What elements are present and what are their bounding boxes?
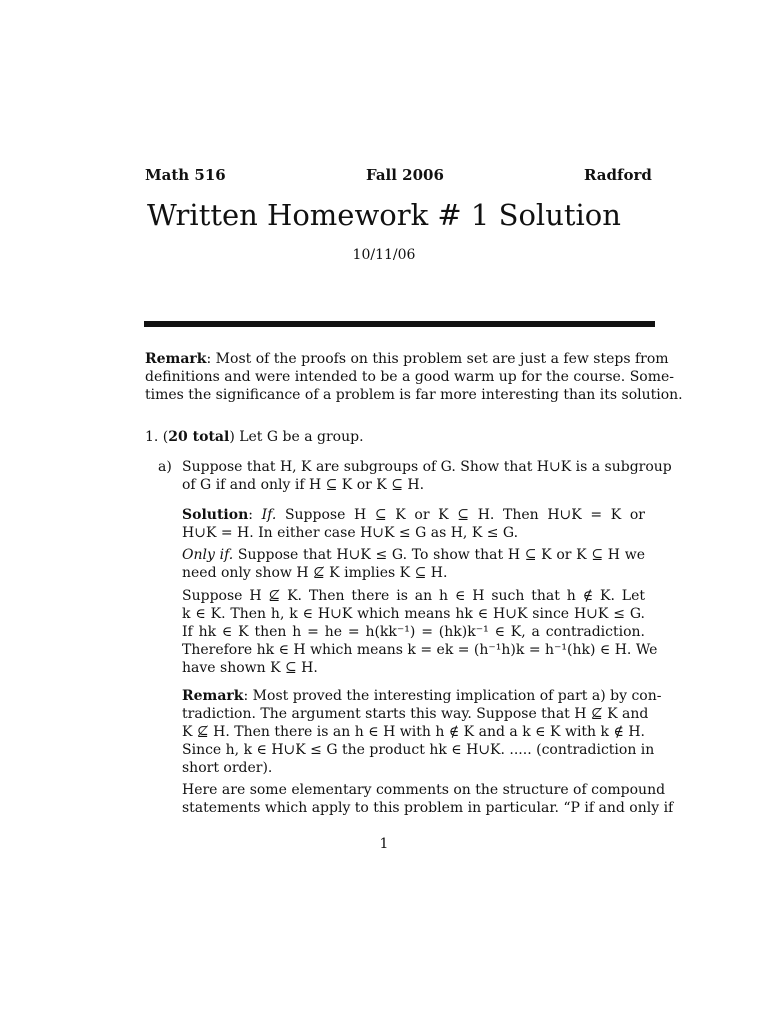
remark-line: times the significance of a problem is far more interesting than its solution. <box>145 387 683 403</box>
document-date: 10/11/06 <box>352 247 416 263</box>
remark-line: definitions and were intended to be a good warm up for the course. Some- <box>145 369 675 385</box>
solution-paragraph: Solution: If. Suppose H ⊆ K or K ⊆ H. Then H∪K = K or H∪K = H. In either case H∪K ≤ G as H, K ≤ G. <box>182 507 645 541</box>
remark-label: Remark <box>145 351 207 367</box>
remark-line: Remark: Most of the proofs on this problem set are just a few steps from <box>145 351 669 367</box>
comments-paragraph: Here are some elementary comments on the structure of compound statements which apply to this problem in particular. “P if and only if <box>182 782 674 816</box>
remark-2-paragraph: Remark: Most proved the interesting implication of part a) by con- tradiction. The argument starts this way. Suppose that H ⊈ K and K ⊈ H. Then there is an h ∈ H with h ∉ K and a k ∈ K with k ∉ H. Since h, k ∈ H∪K ≤ G the product hk ∈ H∪K. ..... (contradiction in short order). <box>182 688 662 776</box>
course-label: Math 516 <box>145 166 226 184</box>
proof-paragraph: Suppose H ⊈ K. Then there is an h ∈ H such that h ∉ K. Let k ∈ K. Then h, k ∈ H∪K which means hk ∈ H∪K since H∪K ≤ G. If hk ∈ K then h = he = h(kk⁻¹) = (hk)k⁻¹ ∈ K, a contradiction. Therefore hk ∈ H which means k = ek = (h⁻¹h)k = h⁻¹(hk) ∈ H. We have shown K ⊆ H. <box>182 588 658 676</box>
remark-paragraph <box>145 350 683 404</box>
document-title: Written Homework # 1 Solution <box>147 198 621 232</box>
remark-2-label: Remark <box>182 688 244 704</box>
problem-points: 20 total <box>168 429 230 445</box>
part-a-statement: Suppose that H, K are subgroups of G. Show that H∪K is a subgroup of G if and only if H ⊆ K or K ⊆ H. <box>182 459 672 493</box>
part-a-label: a) <box>158 459 172 475</box>
problem-1-statement: 1. (20 total) Let G be a group. <box>145 429 364 445</box>
page-number: 1 <box>379 836 389 852</box>
only-if-label: Only if. <box>182 547 234 563</box>
horizontal-rule <box>144 321 655 327</box>
instructor-label: Radford <box>584 166 652 184</box>
term-label: Fall 2006 <box>366 166 444 184</box>
solution-label: Solution <box>182 507 249 523</box>
only-if-paragraph: Only if. Suppose that H∪K ≤ G. To show that H ⊆ K or K ⊆ H we need only show H ⊈ K implies K ⊆ H. <box>182 547 645 581</box>
